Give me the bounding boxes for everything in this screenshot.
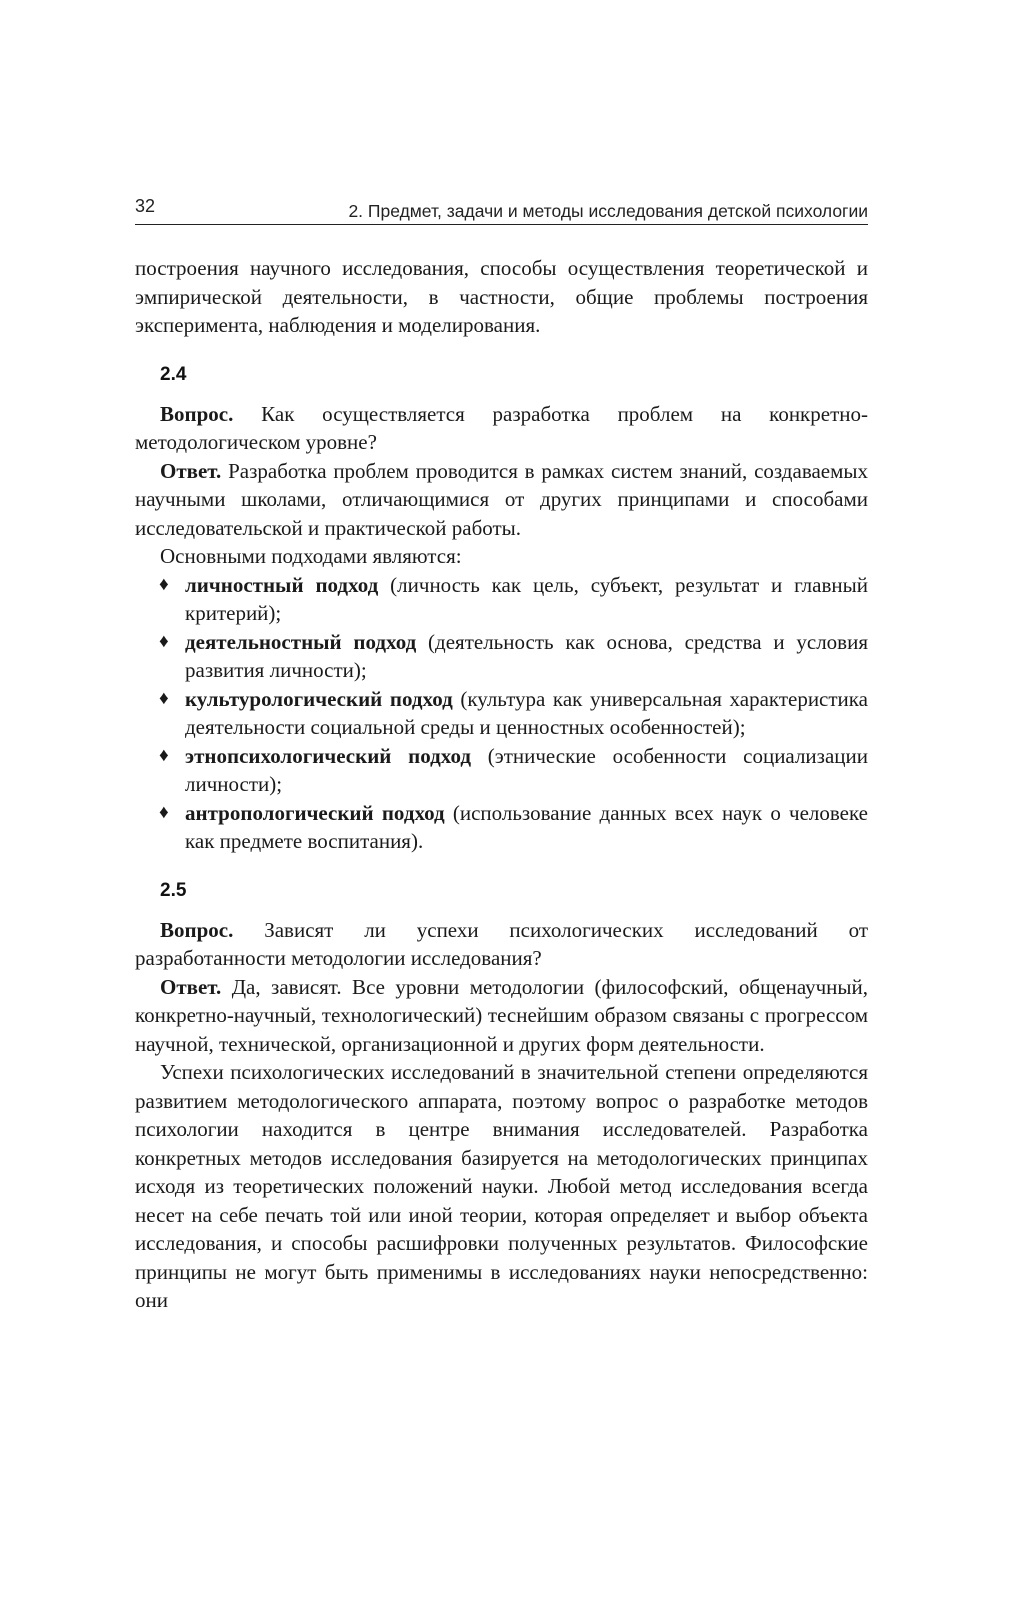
diamond-bullet-icon: ♦ xyxy=(159,573,169,595)
approaches-intro: Основными подходами являются: xyxy=(160,544,462,568)
methods-paragraph: Успехи психологических исследований в значительной степени определяются развитием методологического аппарата, поэтому вопрос о разработке методов психологии находится в центре внимания исследователей. Разработка конкретных методов исследования базируется на методологических принципах исходя из теоретических положений науки. Любой метод исследования всегда несет на себе печать той или иной теории, которая определяет и выбор объекта исследования, и способы расшифровки полученных результатов. Философские принципы не могут быть применимы в исследованиях науки непосредственно: они xyxy=(135,1060,868,1312)
list-item xyxy=(135,685,868,742)
approach-term: этнопсихологический подход xyxy=(185,743,471,768)
body-text xyxy=(135,254,868,1315)
approach-description: (деятельность как основа, средства и условия развития личности); xyxy=(185,629,868,682)
approach-description: (этнические особенности социализации личности); xyxy=(185,743,868,796)
diamond-bullet-icon: ♦ xyxy=(159,744,169,766)
list-item xyxy=(135,571,868,628)
question-text: Зависят ли успехи психологических исследований от разработанности методологии исследования? xyxy=(135,917,868,970)
answer-text: Разработка проблем проводится в рамках систем знаний, создаваемых научными школами, отличающимися от других принципами и способами исследовательской и практической работы. xyxy=(135,458,868,540)
answer-2-4 xyxy=(135,457,868,543)
list-item xyxy=(135,742,868,799)
answer-label: Ответ. xyxy=(160,974,222,999)
list-item xyxy=(135,628,868,685)
section-number-2-5: 2.5 xyxy=(160,879,187,901)
question-label: Вопрос. xyxy=(160,401,234,426)
approach-term: культурологический подход xyxy=(185,686,453,711)
approaches-list xyxy=(135,571,868,856)
question-label: Вопрос. xyxy=(160,917,234,942)
answer-2-5 xyxy=(135,973,868,1059)
page-number: 32 xyxy=(135,196,156,216)
approach-description: (культура как универсальная характеристика деятельности социальной среды и ценностных особенностей); xyxy=(185,686,868,739)
approach-term: деятельностный подход xyxy=(185,629,417,654)
question-2-4 xyxy=(135,400,868,457)
running-title: 2. Предмет, задачи и методы исследования детской психологии xyxy=(348,201,868,221)
approach-description: (использование данных всех наук о человеке как предмете воспитания). xyxy=(185,800,868,853)
diamond-bullet-icon: ♦ xyxy=(159,687,169,709)
answer-text: Да, зависят. Все уровни методологии (философский, общенаучный, конкретно-научный, технологический) теснейшим образом связаны с прогрессом научной, технической, организационной и других форм деятельности. xyxy=(135,974,868,1056)
list-item xyxy=(135,799,868,856)
intro-paragraph: построения научного исследования, способы осуществления теоретической и эмпирической деятельности, в частности, общие проблемы построения эксперимента, наблюдения и моделирования. xyxy=(135,256,868,337)
diamond-bullet-icon: ♦ xyxy=(159,630,169,652)
question-2-5 xyxy=(135,916,868,973)
diamond-bullet-icon: ♦ xyxy=(159,801,169,823)
question-text: Как осуществляется разработка проблем на конкретно-методологическом уровне? xyxy=(135,401,868,454)
answer-label: Ответ. xyxy=(160,458,222,483)
running-head xyxy=(135,192,868,225)
approach-term: антропологический подход xyxy=(185,800,445,825)
section-number-2-4: 2.4 xyxy=(160,363,187,385)
approach-term: личностный подход xyxy=(185,572,379,597)
approach-description: (личность как цель, субъект, результат и главный критерий); xyxy=(185,572,868,625)
